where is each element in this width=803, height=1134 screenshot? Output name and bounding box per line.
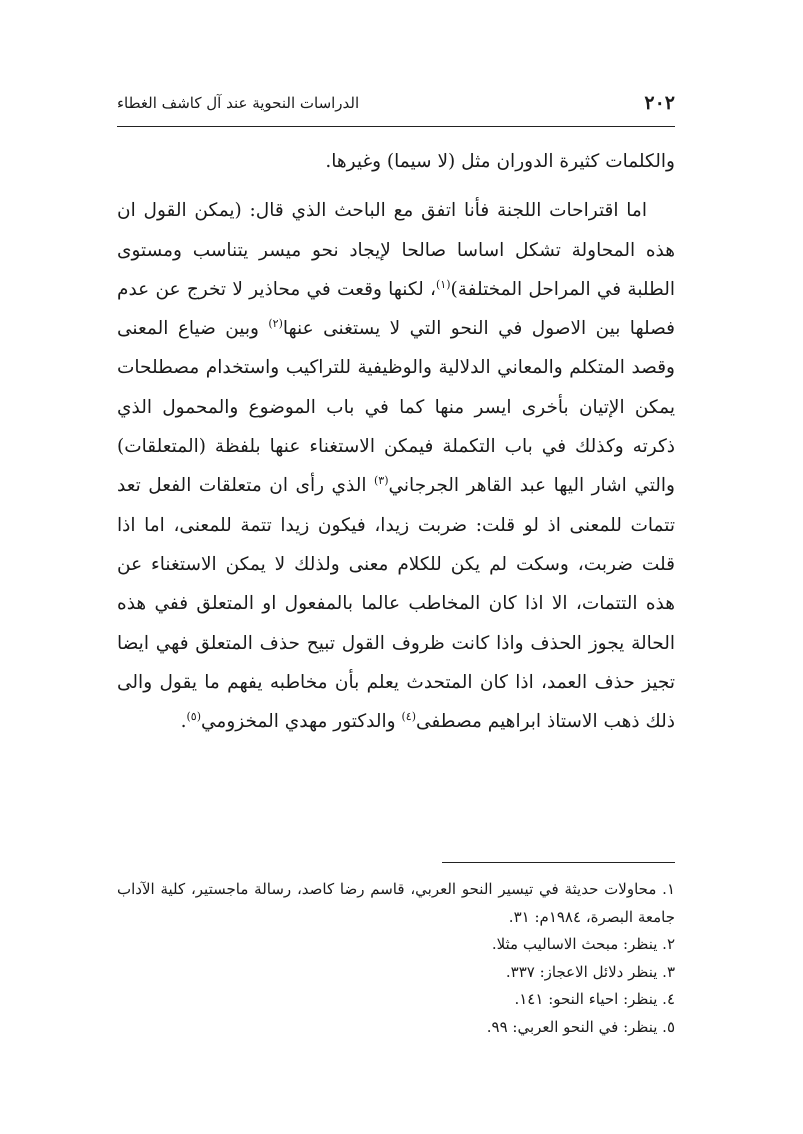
footnote-ref-3: (٣): [373, 474, 389, 488]
running-title: الدراسات النحوية عند آل كاشف الغطاء: [117, 94, 360, 112]
paragraph-2: [117, 191, 675, 741]
header-rule: [117, 126, 675, 127]
page-number: ٢٠٢: [644, 92, 675, 114]
paragraph-2-text-e: والدكتور مهدي المخزومي: [201, 711, 402, 733]
paragraph-2-text-d: الذي رأى ان متعلقات الفعل تعد تتمات للمعنى اذ لو قلت: ضربت زيدا، فيكون زيدا تتمة للمعنى، اما اذا قلت ضربت، وسكت لم يكن للكلام معنى ولذلك لا يمكن الاستغناء عن هذه التتمات، الا اذا كان المخاطب عالما بالمفعول او المتعلق ففي هذه الحالة يجوز الحذف واذا كانت ظروف القول تبيح حذف المتعلق فهي ايضا تجيز حذف العمد، اذا كان المتحدث يعلم بأن مخاطبه يفهم ما يقول والى ذلك ذهب الاستاذ ابراهيم مصطفى: [117, 475, 675, 733]
footnote-ref-2: (٢): [268, 317, 283, 331]
body-text: [117, 142, 675, 741]
footnote-2: ٢. ينظر: مبحث الاساليب مثلا.: [491, 935, 675, 954]
footnotes: [117, 876, 675, 1042]
paragraph-1: والكلمات كثيرة الدوران مثل (لا سيما) وغيرها.: [325, 151, 675, 172]
footnote-rule: [442, 862, 675, 863]
paragraph-2-text-b: ، لكنها وقعت في محاذير لا تخرج عن عدم فصلها بين الاصول في النحو التي لا يستغنى عنها: [117, 278, 675, 340]
paragraph-2-text-a: اما اقتراحات اللجنة فأنا اتفق مع الباحث الذي قال: (يمكن القول ان هذه المحاولة تشكل اساسا صالحا لإيجاد نحو ميسر يتناسب ومستوى الطلبة في المراحل المختلفة): [117, 200, 675, 300]
footnote-3: ٣. ينظر دلائل الاعجاز: ٣٣٧.: [505, 962, 675, 981]
footnote-1: ١. محاولات حديثة في تيسير النحو العربي، قاسم رضا كاصد، رسالة ماجستير، كلية الآداب جامعة البصرة، ١٩٨٤م: ٣١.: [117, 880, 675, 926]
footnote-ref-4: (٤): [401, 710, 416, 723]
page-header: [117, 88, 675, 122]
footnote-ref-1: (١): [435, 277, 451, 291]
paragraph-2-text-c: وبين ضياع المعنى وقصد المتكلم والمعاني الدلالية والوظيفية للتراكيب واستخدام مصطلحات يمكن الإتيان بأخرى ايسر منها كما في باب الموضوع والمحمول الذي ذكرته وكذلك في باب التكملة فيمكن الاستغناء عنها بلفظة (المتعلقات) والتي اشار اليها عبد القاهر الجرجاني: [117, 318, 675, 497]
footnote-5: ٥. ينظر: في النحو العربي: ٩٩.: [486, 1017, 675, 1036]
footnote-4: ٤. ينظر: احياء النحو: ١٤١.: [514, 990, 675, 1009]
footnote-ref-5: (٥): [186, 710, 202, 723]
paragraph-2-text-f: .: [180, 711, 187, 733]
